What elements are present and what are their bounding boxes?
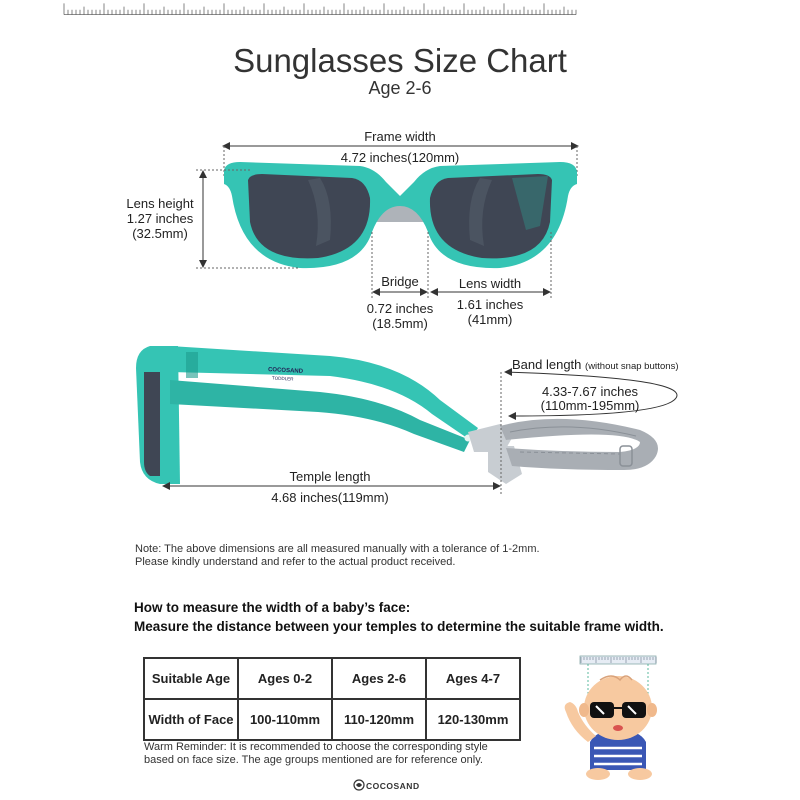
how-to-measure: How to measure the width of a baby’s face: Measure the distance between your temples to determine the suitable frame width. <box>134 600 664 634</box>
bridge-label: Bridge <box>381 274 419 289</box>
table-cell: Ages 4-7 <box>426 658 520 699</box>
band-length-mm: (110mm-195mm) <box>540 398 640 413</box>
table-cell: 100-110mm <box>238 699 332 740</box>
temple-length-value: 4.68 inches(119mm) <box>271 490 389 505</box>
measurement-note: Note: The above dimensions are all measured manually with a tolerance of 1-2mm. Please kindly understand and refer to the actual product received. <box>135 543 540 568</box>
lens-height-inches: 1.27 inches <box>126 211 194 226</box>
lens-width-label: Lens width <box>458 276 522 291</box>
warm-reminder: Warm Reminder: It is recommended to choose the corresponding style based on face size. The age groups mentioned are for reference only. <box>144 741 488 766</box>
brand-name: COCOSAND <box>366 781 420 791</box>
lens-width-mm: (41mm) <box>467 312 513 327</box>
frame-width-label: Frame width <box>364 129 436 144</box>
lens-height-mm: (32.5mm) <box>132 226 188 241</box>
temple-sub-print: TODDLER <box>271 375 294 382</box>
bridge-mm: (18.5mm) <box>372 316 428 331</box>
band-length-note: (without snap buttons) <box>585 361 679 372</box>
page-title: Sunglasses Size Chart <box>233 42 567 79</box>
table-cell: Width of Face <box>144 699 238 740</box>
band-length-label: Band length (without snap buttons) <box>512 357 679 372</box>
table-cell: 120-130mm <box>426 699 520 740</box>
lens-width-inches: 1.61 inches <box>456 297 524 312</box>
band-length-inches: 4.33-7.67 inches <box>541 384 639 399</box>
temple-brand-print: COCOSAND <box>267 367 304 375</box>
table-cell: Ages 2-6 <box>332 658 426 699</box>
page-subtitle: Age 2-6 <box>368 78 432 98</box>
temple-length-label: Temple length <box>289 469 371 484</box>
bridge-inches: 0.72 inches <box>366 301 434 316</box>
table-cell: Ages 0-2 <box>238 658 332 699</box>
lens-height-label: Lens height <box>126 196 194 211</box>
frame-width-value: 4.72 inches(120mm) <box>340 150 460 165</box>
table-cell: Suitable Age <box>144 658 238 699</box>
table-cell: 110-120mm <box>332 699 426 740</box>
